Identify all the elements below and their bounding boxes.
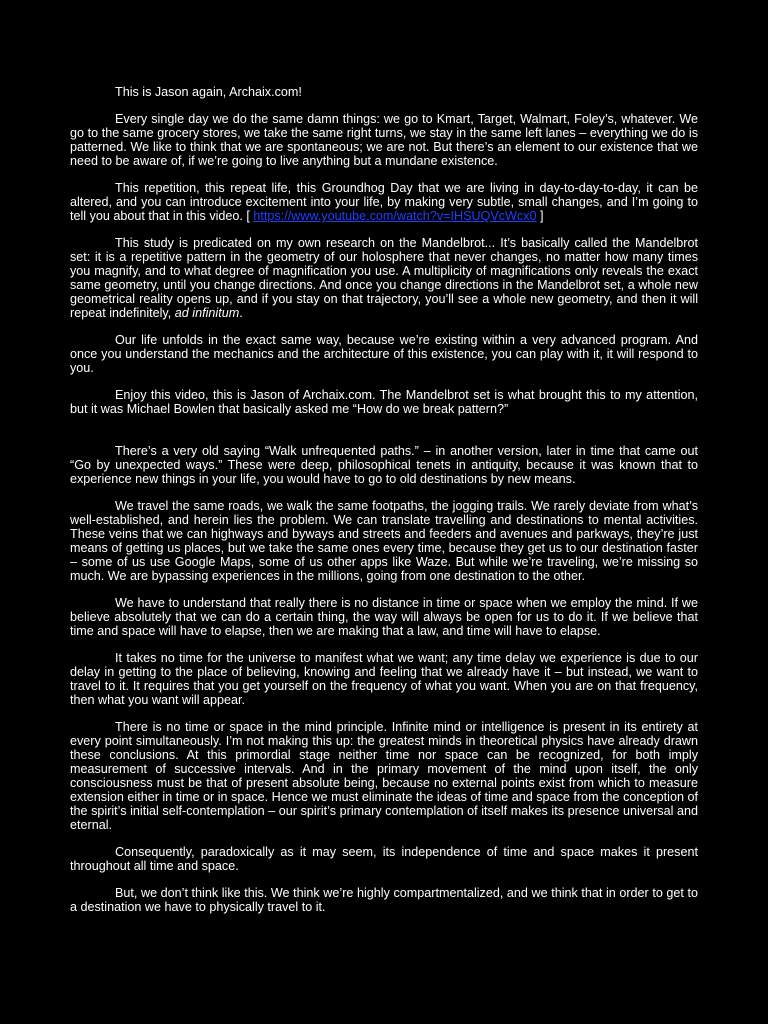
manifest-paragraph: It takes no time for the universe to manifest what we want; any time delay we experience is due to our delay in getting to the place of believing, knowing and feeling that we already have it – but instead, we want to travel to it. It requires that you get yourself on the frequency of what you want. When you are on that frequency, then what you want will appear. <box>70 651 698 707</box>
mandelbrot-text: This study is predicated on my own research on the Mandelbrot... It’s basically called the Mandelbrot set: it is a repetitive pattern in the geometry of our holosphere that never changes, no matter how many times you magnify, and to what degree of magnification you use. A multiplicity of magnifications only reveals the exact same geometry, until you change directions. And once you change directions in the Mandelbrot set, a whole new geometrical reality opens up, and if you stay on that trajectory, you’ll see a whole new geometry, and then it will repeat indefinitely, <box>70 236 698 320</box>
repetition-text-end: ] <box>536 209 544 224</box>
ad-infinitum-text: ad infinitum <box>174 305 240 320</box>
patterned-life-paragraph: Every single day we do the same damn things: we go to Kmart, Target, Walmart, Foley’s, whatever. We go to the same grocery stores, we take the same right turns, we stay in the same left lanes – everything we do is patterned. We like to think that we are spontaneous; we are not. But there’s an element to our existence that we need to be aware of, if we’re going to live anything but a mundane existence. <box>70 112 698 169</box>
mind-principle-paragraph: There is no time or space in the mind principle. Infinite mind or intelligence is present in its entirety at every point simultaneously. I’m not making this up: the greatest minds in theoretical physics have already drawn these conclusions. At this primordial stage neither time nor space can be recognized, for both imply measurement of successive intervals. And in the primary movement of the mind upon itself, the only consciousness must be that of present absolute being, because no external points exist from which to measure extension either in time or in space. Hence we must eliminate the ideas of time and space from the conception of the spirit’s initial self-contemplation – our spirit’s primary contemplation of itself makes its presence universal and eternal. <box>70 720 698 832</box>
old-saying-paragraph: There’s a very old saying “Walk unfrequented paths.” – in another version, later in time that came out “Go by unexpected ways.” These were deep, philosophical tenets in antiquity, because it was known that to experience new things in your life, you would have to go to old destinations by new means. <box>70 444 698 486</box>
enjoy-video-paragraph: Enjoy this video, this is Jason of Archaix.com. The Mandelbrot set is what brought this to my attention, but it was Michael Bowlen that basically asked me “How do we break pattern?” <box>70 388 698 417</box>
paradox-paragraph: Consequently, paradoxically as it may seem, its independence of time and space makes it present throughout all time and space. <box>70 844 698 873</box>
no-distance-paragraph: We have to understand that really there is no distance in time or space when we employ the mind. If we believe absolutely that we can do a certain thing, the way will always be open for us to do it. If we believe that time and space will have to elapse, then we are making that a law, and time will have to elapse. <box>70 596 698 638</box>
compartmentalized-paragraph: But, we don’t think like this. We think we’re highly compartmentalized, and we think that in order to get to a destination we have to physically travel to it. <box>70 886 698 914</box>
repetition-text: This repetition, this repeat life, this Groundhog Day that we are living in day-to-day-to-day, it can be altered, and you can introduce excitement into your life, by making very subtle, small changes, and I’m going to tell you about that in this video. [ <box>70 181 698 224</box>
program-paragraph: Our life unfolds in the exact same way, because we’re existing within a very advanced program. And once you understand the mechanics and the architecture of this existence, you can play with it, it will respond to you. <box>70 333 698 376</box>
repetition-paragraph <box>70 182 698 224</box>
intro-paragraph: This is Jason again, Archaix.com! <box>115 85 302 99</box>
youtube-video-link[interactable]: https://www.youtube.com/watch?v=IHSUQVcWcx0 <box>253 209 537 224</box>
document-page <box>70 86 698 928</box>
mandelbrot-text-end: . <box>239 305 243 320</box>
mandelbrot-paragraph <box>70 237 698 320</box>
travel-roads-paragraph: We travel the same roads, we walk the same footpaths, the jogging trails. We rarely deviate from what’s well-established, and herein lies the problem. We can translate travelling and destinations to mental activities. These veins that we can highways and byways and streets and feeders and avenues and parkways, they’re just means of getting us places, but we take the same ones every time, because they get us to our destination faster – some of us use Google Maps, some of us other apps like Waze. But while we’re traveling, we’re missing so much. We are bypassing experiences in the millions, going from one destination to the other. <box>70 499 698 583</box>
